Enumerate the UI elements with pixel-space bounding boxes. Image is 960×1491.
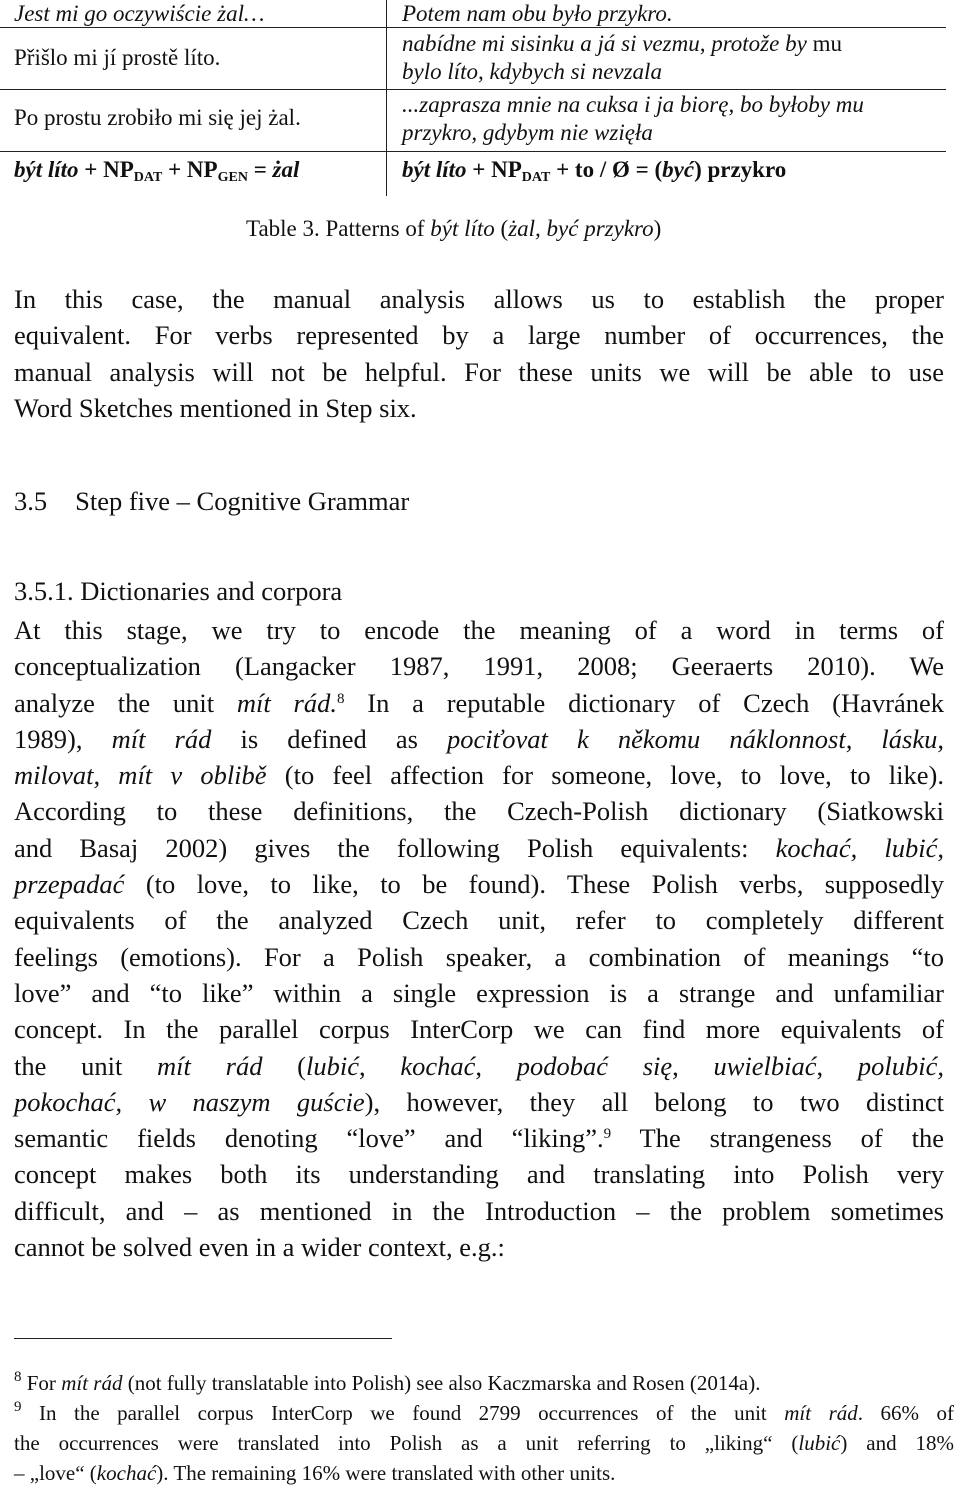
pattern-left: být líto + $NP_{DAT} + NP_{GEN}$ = żal: [14, 157, 300, 185]
table-right-row-3: ...zaprasza mnie na cuksa i ja biorę, bo byłoby mu: [402, 92, 864, 117]
text-line: equivalent. For verbs represented by a large number of occurrences, the: [14, 320, 944, 351]
table-left-row-3: Po prostu zrobiło mi się jej żal.: [14, 105, 301, 130]
table-right-row-3-line2: przykro, gdybym nie wzięła: [402, 120, 653, 145]
table-left-row-1: Jest mi go oczywiście żal…: [14, 1, 265, 26]
text-line: equivalents of the analyzed Czech unit, refer to completely different: [14, 905, 944, 936]
footnote-ref-8[interactable]: 8: [336, 690, 345, 707]
table-row-divider: [0, 27, 386, 28]
text-line: semantic fields denoting “love” and “liking”.$^9$ The strangeness of the: [14, 1123, 944, 1154]
pattern-right: být líto + $NP_{DAT}$ + to / Ø = (być) przykro: [402, 157, 787, 185]
text-line: pokochać, w naszym guście), however, they all belong to two distinct: [14, 1086, 945, 1117]
table-column-divider: [386, 0, 387, 196]
table-caption: Table 3. Patterns of být líto (żal, być przykro): [246, 216, 662, 241]
text-line: conceptualization (Langacker 1987, 1991, 2008; Geeraerts 2010). We: [14, 651, 944, 682]
text-line: cannot be solved even in a wider context, e.g.:: [14, 1232, 505, 1263]
table-row-divider: [386, 89, 946, 90]
table-row-divider: [0, 89, 386, 90]
text-line: According to these definitions, the Czech-Polish dictionary (Siatkowski: [14, 796, 944, 827]
table-right-row-1: Potem nam obu było przykro.: [402, 1, 673, 26]
text-line: milovat, mít v oblibě (to feel affection for someone, love, to love, to like).: [14, 760, 944, 791]
footnote-separator: [14, 1338, 392, 1339]
text-line: feelings (emotions). For a Polish speaker, a combination of meanings “to: [14, 941, 944, 972]
text-line: At this stage, we try to encode the meaning of a word in terms of: [14, 615, 944, 645]
text-line: przepadać (to love, to like, to be found). These Polish verbs, supposedly: [14, 869, 944, 900]
text-line: the unit mít rád (lubić, kochać, podobać się, uwielbiać, polubić,: [14, 1050, 945, 1081]
footnote-9: $^9$ In the parallel corpus InterCorp we found 2799 occurrences of the unit mít rád. 66% of the occurrences were translated into Polish as a unit referring to „liking“ (lubić) and 18% – „love“ (kochać). The remaining 16% were translated with other units.: [14, 1399, 954, 1485]
table-right-row-2: nabídne mi sisinku a já si vezmu, protože by mu: [402, 31, 842, 56]
text-line: In this case, the manual analysis allows us to establish the proper: [14, 284, 944, 314]
text-line: Word Sketches mentioned in Step six.: [14, 392, 417, 423]
footnote-8: $^8$ For mít rád (not fully translatable into Polish) see also Kaczmarska and Rosen (2014a).: [14, 1369, 761, 1395]
text-line: and Basaj 2002) gives the following Polish equivalents: kochać, lubić,: [14, 832, 944, 863]
footnote-ref-9[interactable]: 9: [603, 1126, 612, 1143]
section-heading: 3.5 Step five – Cognitive Grammar: [14, 486, 410, 516]
table-left-row-2: Přišlo mi jí prostě líto.: [14, 45, 221, 70]
paragraph-2: [14, 612, 944, 1265]
paragraph-1: [14, 281, 944, 426]
subsection-heading: 3.5.1. Dictionaries and corpora: [14, 576, 343, 606]
text-line: analyze the unit mít rád.$^8$ In a reputable dictionary of Czech (Havránek: [14, 687, 944, 718]
text-line: concept makes both its understanding and translating into Polish very: [14, 1159, 944, 1190]
text-line: concept. In the parallel corpus InterCorp we can find more equivalents of: [14, 1014, 944, 1045]
table-row-divider: [386, 27, 946, 28]
table-right-row-2-line2: bylo líto, kdybych si nevzala: [402, 59, 662, 84]
table-header-divider: [0, 151, 946, 152]
text-line: difficult, and – as mentioned in the Introduction – the problem sometimes: [14, 1195, 944, 1226]
text-line: manual analysis will not be helpful. For these units we will be able to use: [14, 356, 944, 387]
text-line: 1989), mít rád is defined as pociťovat k někomu náklonnost, lásku,: [14, 723, 944, 754]
text-line: love” and “to like” within a single expression is a strange and unfamiliar: [14, 977, 944, 1008]
